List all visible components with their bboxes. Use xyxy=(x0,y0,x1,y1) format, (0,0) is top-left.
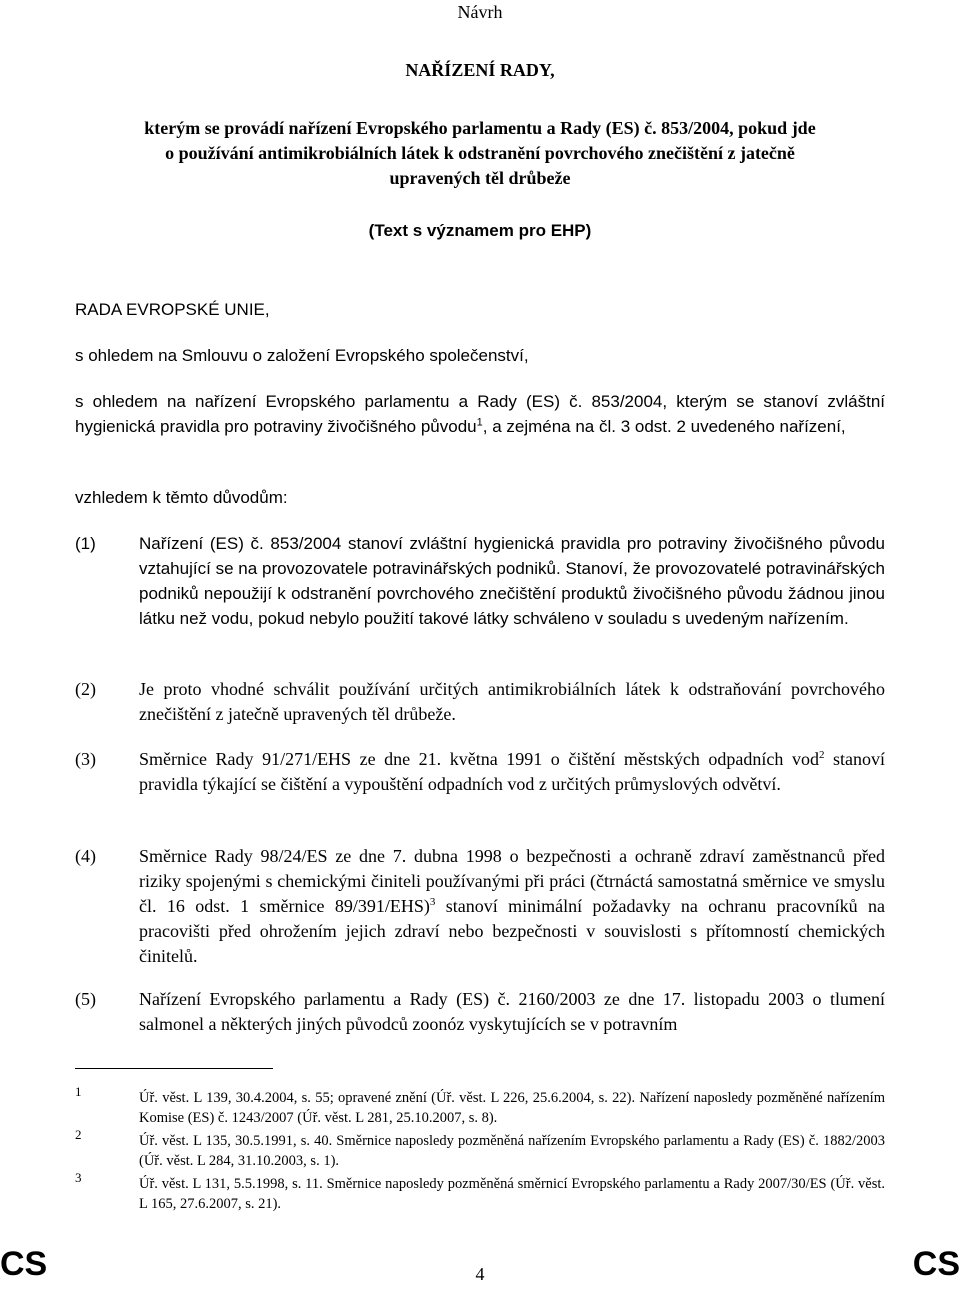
recital-number: (5) xyxy=(75,989,96,1009)
footnote-separator xyxy=(75,1068,273,1069)
footnote-text: Úř. věst. L 139, 30.4.2004, s. 55; opravené znění (Úř. věst. L 226, 25.6.2004, s. 22). Nařízení naposledy pozměněné nařízením Komise (ES) č. 1243/2007 (Úř. věst. L 281, 25.10.2007, s. 8). xyxy=(139,1090,885,1126)
document-subtitle xyxy=(0,116,960,191)
citation-regulation xyxy=(75,389,885,439)
citation-treaty: s ohledem na Smlouvu o založení Evropského společenství, xyxy=(75,346,529,365)
footnote-number: 1 xyxy=(75,1084,82,1099)
footnote-ref: 1 xyxy=(476,416,483,429)
language-code-left: CS xyxy=(0,1245,48,1283)
draft-label: Návrh xyxy=(457,2,503,22)
subtitle-line: upravených těl drůbeže xyxy=(389,168,571,188)
recital-text-end: stanoví pravidla týkající se čištění a vypouštění odpadních vod z určitých průmyslových odvětví. xyxy=(139,749,885,794)
recital-text: Nařízení (ES) č. 853/2004 stanoví zvláštní hygienická pravidla pro potraviny živočišného původu vztahující se na provozovatele potravinářských podniků. Stanoví, že provozovatelé potravinářských podniků nepoužijí k odstranění povrchového znečištění produktů živočišného původu žádnou jinou látku než vodu, pokud nebylo použití takové látky schváleno v souladu s uvedeným nařízením. xyxy=(139,534,885,628)
footnote-ref: 2 xyxy=(818,749,825,761)
whereas-heading: vzhledem k těmto důvodům: xyxy=(75,488,288,507)
recital-number: (1) xyxy=(75,534,96,553)
eea-relevance-note: (Text s významem pro EHP) xyxy=(368,221,592,240)
recital-text: Nařízení Evropského parlamentu a Rady (ES) č. 2160/2003 ze dne 17. listopadu 2003 o tlumení salmonel a některých jiných původců zoonóz vyskytujících se v potravním xyxy=(139,989,885,1034)
footnote-number: 3 xyxy=(75,1170,82,1185)
recital-number: (4) xyxy=(75,846,96,866)
recital-number: (3) xyxy=(75,749,96,769)
citation-regulation-text: s ohledem na nařízení Evropského parlamentu a Rady (ES) č. 853/2004, kterým se stanoví zvláštní hygienická pravidla pro potraviny živočišného původu xyxy=(75,392,885,436)
recital-number: (2) xyxy=(75,679,96,699)
citation-regulation-text-end: , a zejména na čl. 3 odst. 2 uvedeného nařízení, xyxy=(482,417,846,436)
recital-text xyxy=(139,747,885,797)
page-number: 4 xyxy=(475,1264,485,1284)
recital-text: Je proto vhodné schválit používání určitých antimikrobiálních látek k odstraňování povrchového znečištění z jatečně upravených těl drůbeže. xyxy=(139,679,885,724)
subtitle-line: kterým se provádí nařízení Evropského parlamentu a Rady (ES) č. 853/2004, pokud jde xyxy=(144,118,816,138)
recital-text-start: Směrnice Rady 91/271/EHS ze dne 21. května 1991 o čištění městských odpadních vod xyxy=(139,749,819,769)
subtitle-line: o používání antimikrobiálních látek k odstranění povrchového znečištění z jatečně xyxy=(165,143,795,163)
language-code-right: CS xyxy=(912,1245,960,1283)
footnote-ref: 3 xyxy=(429,896,436,908)
council-heading: RADA EVROPSKÉ UNIE, xyxy=(75,300,270,319)
footnote-number: 2 xyxy=(75,1127,82,1142)
recital-text xyxy=(139,844,885,969)
recital-text-end: stanoví minimální požadavky na ochranu pracovníků na pracovišti před ohrožením jejich zdraví nebo bezpečnosti v souvislosti s přítomností chemických činitelů. xyxy=(139,896,885,966)
footnote-text: Úř. věst. L 135, 30.5.1991, s. 40. Směrnice naposledy pozměněná nařízením Evropského parlamentu a Rady (ES) č. 1882/2003 (Úř. věst. L 284, 31.10.2003, s. 1). xyxy=(139,1133,885,1169)
recital-text-start: Směrnice Rady 98/24/ES ze dne 7. dubna 1998 o bezpečnosti a ochraně zdraví zaměstnanců před riziky spojenými s chemickými činiteli používanými při práci (čtrnáctá samostatná směrnice ve smyslu čl. 16 odst. 1 směrnice 89/391/EHS) xyxy=(139,846,885,916)
document-type-title: NAŘÍZENÍ RADY, xyxy=(405,60,555,80)
footnote-text: Úř. věst. L 131, 5.5.1998, s. 11. Směrnice naposledy pozměněná směrnicí Evropského parlamentu a Rady 2007/30/ES (Úř. věst. L 165, 27.6.2007, s. 21). xyxy=(139,1176,885,1212)
